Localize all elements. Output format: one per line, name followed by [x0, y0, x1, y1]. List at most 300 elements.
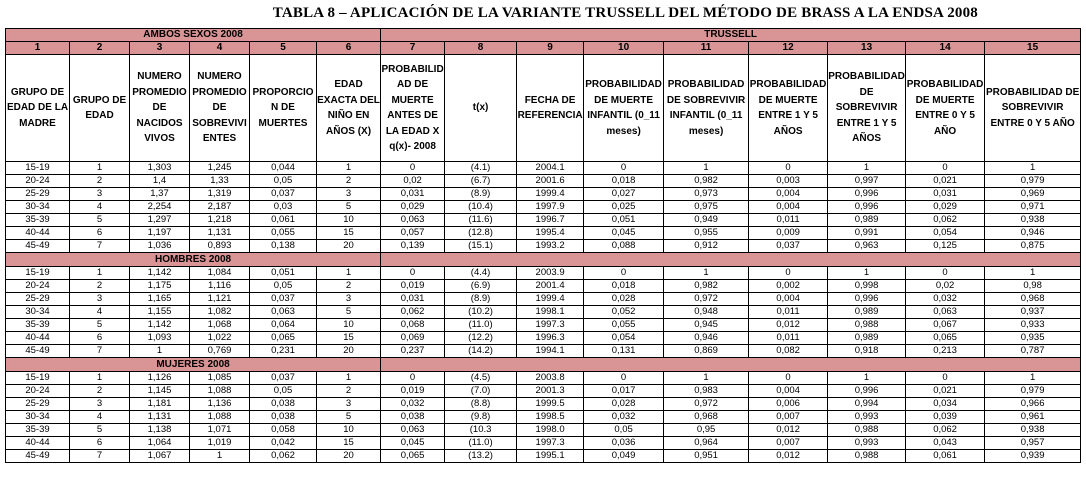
table-cell: 2,254	[130, 201, 190, 214]
table-cell: 0,988	[828, 319, 906, 332]
table-cell: 0,948	[664, 306, 749, 319]
table-cell: 0,993	[828, 437, 906, 450]
table-cell: 0,055	[584, 319, 664, 332]
table-cell: 45-49	[6, 345, 70, 358]
table-cell: 45-49	[6, 240, 70, 253]
table-cell: 5	[70, 319, 130, 332]
table-cell: 2,187	[190, 201, 250, 214]
table-cell: 0,769	[190, 345, 250, 358]
table-cell: 0,018	[584, 175, 664, 188]
table-cell: 1	[70, 372, 130, 385]
column-header: NUMERO PROMEDIO DE SOBREVIVIENTES	[190, 55, 250, 162]
table-cell: 1,4	[130, 175, 190, 188]
table-cell: 15	[317, 227, 381, 240]
table-cell: 30-34	[6, 201, 70, 214]
table-cell: 0,019	[381, 385, 445, 398]
table-cell: 0,969	[985, 188, 1081, 201]
table-cell: 45-49	[6, 450, 70, 463]
table-cell: 1,165	[130, 293, 190, 306]
table-cell: 0,004	[749, 188, 828, 201]
table-cell: 30-34	[6, 411, 70, 424]
table-cell: (15.1)	[445, 240, 517, 253]
table-cell: 1,131	[130, 411, 190, 424]
column-number: 1	[6, 42, 70, 55]
table-cell: 0,021	[906, 385, 985, 398]
table-cell: 0,02	[381, 175, 445, 188]
table-cell: 0,955	[664, 227, 749, 240]
table-cell: 0,061	[250, 214, 317, 227]
table-cell: 35-39	[6, 424, 70, 437]
table-cell: 0,082	[749, 345, 828, 358]
table-cell: 1	[985, 162, 1081, 175]
table-cell: 0,062	[381, 306, 445, 319]
table-cell: (10.3	[445, 424, 517, 437]
table-cell: 0,045	[381, 437, 445, 450]
table-cell: 1,33	[190, 175, 250, 188]
table-cell: 1,064	[130, 437, 190, 450]
table-cell: 0,037	[250, 372, 317, 385]
table-cell: 0,004	[749, 385, 828, 398]
table-cell: 20	[317, 450, 381, 463]
table-cell: 2	[70, 385, 130, 398]
table-cell: 0,062	[906, 424, 985, 437]
table-cell: 0,012	[749, 450, 828, 463]
table-cell: 0,028	[584, 398, 664, 411]
table-cell: 0,935	[985, 332, 1081, 345]
table-cell: 1997.3	[517, 319, 584, 332]
table-cell: (11.0)	[445, 319, 517, 332]
table-cell: 1,082	[190, 306, 250, 319]
table-cell: 0	[906, 267, 985, 280]
table-cell: 2	[317, 280, 381, 293]
table-cell: 0,039	[906, 411, 985, 424]
table-cell: 7	[70, 240, 130, 253]
table-cell: 0,971	[985, 201, 1081, 214]
table-cell: 0,037	[250, 188, 317, 201]
column-number: 11	[664, 42, 749, 55]
table-cell: 0,982	[664, 280, 749, 293]
table-cell: 4	[70, 201, 130, 214]
table-cell: 0,011	[749, 332, 828, 345]
table-cell: 1998.5	[517, 411, 584, 424]
table-cell: 0,067	[906, 319, 985, 332]
table-cell: 0,918	[828, 345, 906, 358]
table-cell: (11.6)	[445, 214, 517, 227]
table-cell: 0,994	[828, 398, 906, 411]
table-cell: 1,088	[190, 385, 250, 398]
table-cell: 0,051	[250, 267, 317, 280]
table-cell: 0,988	[828, 424, 906, 437]
table-cell: 0,912	[664, 240, 749, 253]
table-cell: 0,044	[250, 162, 317, 175]
table-row	[6, 398, 1081, 411]
table-cell: 0	[381, 162, 445, 175]
table-row	[6, 450, 1081, 463]
table-cell: 0,065	[381, 450, 445, 463]
table-cell: 0,002	[749, 280, 828, 293]
table-cell: 0,893	[190, 240, 250, 253]
table-cell: 1,093	[130, 332, 190, 345]
table-cell: 15	[317, 332, 381, 345]
table-cell: 1,303	[130, 162, 190, 175]
table-cell: 0,993	[828, 411, 906, 424]
section-label: HOMBRES 2008	[6, 253, 381, 267]
table-cell: 1	[985, 372, 1081, 385]
table-cell: 0,02	[906, 280, 985, 293]
table-row	[6, 227, 1081, 240]
table-cell: 15-19	[6, 267, 70, 280]
table-cell: 0,938	[985, 214, 1081, 227]
section-header-row	[6, 358, 1081, 372]
column-header: PROBABILIDAD DE SOBREVIVIR ENTRE 1 Y 5 AÑOS	[828, 55, 906, 162]
column-header: PROBABILIDAD DE MUERTE INFANTIL (0_11 meses)	[584, 55, 664, 162]
table-cell: 0	[906, 162, 985, 175]
table-cell: 40-44	[6, 437, 70, 450]
table-cell: 1996.3	[517, 332, 584, 345]
table-cell: (8.8)	[445, 398, 517, 411]
table-cell: 0,991	[828, 227, 906, 240]
table-cell: 0,006	[749, 398, 828, 411]
table-cell: 0	[381, 267, 445, 280]
table-cell: 3	[70, 398, 130, 411]
table-cell: 1,175	[130, 280, 190, 293]
table-cell: 0,063	[381, 214, 445, 227]
table-cell: 1,036	[130, 240, 190, 253]
column-number: 9	[517, 42, 584, 55]
table-cell: 0	[381, 372, 445, 385]
table-cell: 0	[584, 372, 664, 385]
table-cell: 1,145	[130, 385, 190, 398]
table-cell: 0,98	[985, 280, 1081, 293]
table-cell: 0,045	[584, 227, 664, 240]
table-cell: (4.1)	[445, 162, 517, 175]
table-cell: 0,068	[381, 319, 445, 332]
table-cell: 0,062	[250, 450, 317, 463]
table-cell: 1999.4	[517, 293, 584, 306]
table-cell: 25-29	[6, 398, 70, 411]
table-cell: 1,084	[190, 267, 250, 280]
table-cell: 0,946	[664, 332, 749, 345]
table-cell: 0,939	[985, 450, 1081, 463]
table-cell: 10	[317, 424, 381, 437]
table-cell: 0,983	[664, 385, 749, 398]
table-cell: 30-34	[6, 306, 70, 319]
table-cell: 0,937	[985, 306, 1081, 319]
table-cell: 0,213	[906, 345, 985, 358]
table-cell: 1,131	[190, 227, 250, 240]
table-cell: 2	[70, 175, 130, 188]
table-cell: 0,996	[828, 385, 906, 398]
table-cell: (9.8)	[445, 411, 517, 424]
table-cell: 0,979	[985, 175, 1081, 188]
table-cell: 7	[70, 345, 130, 358]
table-cell: 1,319	[190, 188, 250, 201]
table-cell: 0,012	[749, 424, 828, 437]
table-row	[6, 201, 1081, 214]
table-cell: 0,021	[906, 175, 985, 188]
table-cell: 0,004	[749, 293, 828, 306]
table-cell: 1997.9	[517, 201, 584, 214]
table-cell: 1,126	[130, 372, 190, 385]
table-cell: 1	[664, 372, 749, 385]
column-number: 2	[70, 42, 130, 55]
table-cell: 0,237	[381, 345, 445, 358]
table-cell: 20	[317, 345, 381, 358]
table-cell: 0,065	[906, 332, 985, 345]
table-cell: 0,063	[381, 424, 445, 437]
column-number: 15	[985, 42, 1081, 55]
table-cell: 1994.1	[517, 345, 584, 358]
table-cell: 0,058	[250, 424, 317, 437]
table-cell: 1,138	[130, 424, 190, 437]
table-cell: 0,957	[985, 437, 1081, 450]
table-cell: (8.9)	[445, 293, 517, 306]
table-body	[6, 29, 1081, 463]
table-cell: 0,007	[749, 437, 828, 450]
table-row	[6, 214, 1081, 227]
table-row	[6, 188, 1081, 201]
table-cell: (6.9)	[445, 280, 517, 293]
band-row	[6, 29, 1081, 42]
table-cell: 1,245	[190, 162, 250, 175]
table-cell: 0,938	[985, 424, 1081, 437]
table-cell: 0,037	[749, 240, 828, 253]
table-cell: 2003.8	[517, 372, 584, 385]
table-cell: 1	[317, 162, 381, 175]
table-cell: 2003.9	[517, 267, 584, 280]
table-cell: 1	[828, 162, 906, 175]
table-cell: 1,085	[190, 372, 250, 385]
column-number: 13	[828, 42, 906, 55]
table-cell: (12.2)	[445, 332, 517, 345]
table-cell: 0,05	[250, 280, 317, 293]
table-cell: 0,057	[381, 227, 445, 240]
table-cell: 0,989	[828, 306, 906, 319]
table-cell: 0,064	[250, 319, 317, 332]
table-cell: 0,032	[584, 411, 664, 424]
table-cell: (4.4)	[445, 267, 517, 280]
table-row	[6, 240, 1081, 253]
table-cell: 0,042	[250, 437, 317, 450]
table-cell: 0,996	[828, 188, 906, 201]
table-cell: 1	[130, 345, 190, 358]
column-header: PROBABILIDAD DE SOBREVIVIR INFANTIL (0_11 meses)	[664, 55, 749, 162]
column-number: 5	[250, 42, 317, 55]
table-cell: 3	[317, 293, 381, 306]
table-cell: 0,063	[250, 306, 317, 319]
column-header: EDAD EXACTA DEL NIÑO EN AÑOS (X)	[317, 55, 381, 162]
column-header: GRUPO DE EDAD	[70, 55, 130, 162]
column-header: NUMERO PROMEDIO DE NACIDOS VIVOS	[130, 55, 190, 162]
table-cell: 0,996	[828, 201, 906, 214]
table-cell: 1998.0	[517, 424, 584, 437]
table-cell: 0	[584, 162, 664, 175]
table-cell: 2001.6	[517, 175, 584, 188]
table-cell: 0	[906, 372, 985, 385]
table-cell: 0,875	[985, 240, 1081, 253]
table-cell: 0,029	[381, 201, 445, 214]
table-row	[6, 306, 1081, 319]
table-cell: (10.4)	[445, 201, 517, 214]
column-header: PROBABILIDAD DE MUERTE ENTRE 0 Y 5 AÑO	[906, 55, 985, 162]
table-cell: 0,964	[664, 437, 749, 450]
table-cell: 0,933	[985, 319, 1081, 332]
table-cell: 5	[317, 411, 381, 424]
table-cell: 0,029	[906, 201, 985, 214]
table-cell: 1,071	[190, 424, 250, 437]
table-cell: 6	[70, 227, 130, 240]
table-cell: 0,231	[250, 345, 317, 358]
table-cell: 0,139	[381, 240, 445, 253]
trussell-table	[5, 28, 1081, 463]
table-cell: 1998.1	[517, 306, 584, 319]
table-cell: 15	[317, 437, 381, 450]
table-cell: 0,975	[664, 201, 749, 214]
table-cell: 0,051	[584, 214, 664, 227]
table-cell: 6	[70, 332, 130, 345]
table-row	[6, 345, 1081, 358]
column-header: PROPORCION DE MUERTES	[250, 55, 317, 162]
table-cell: 0,945	[664, 319, 749, 332]
table-cell: 0,05	[250, 385, 317, 398]
table-row	[6, 280, 1081, 293]
table-cell: 3	[317, 398, 381, 411]
section-blank	[381, 358, 1081, 372]
table-cell: 0,031	[906, 188, 985, 201]
section-header-row	[6, 253, 1081, 267]
table-cell: 0,049	[584, 450, 664, 463]
table-cell: 1,067	[130, 450, 190, 463]
table-cell: 1	[317, 267, 381, 280]
table-row	[6, 385, 1081, 398]
table-cell: 0,963	[828, 240, 906, 253]
table-cell: 1	[664, 162, 749, 175]
table-cell: 0,037	[250, 293, 317, 306]
table-cell: 0,028	[584, 293, 664, 306]
table-cell: 3	[70, 293, 130, 306]
table-cell: 1,297	[130, 214, 190, 227]
table-cell: 1995.1	[517, 450, 584, 463]
table-row	[6, 162, 1081, 175]
table-cell: 0,949	[664, 214, 749, 227]
table-cell: 1,142	[130, 319, 190, 332]
table-cell: (12.8)	[445, 227, 517, 240]
table-cell: 1	[70, 162, 130, 175]
column-header: t(x)	[445, 55, 517, 162]
table-row	[6, 424, 1081, 437]
column-header: PROBABILIDAD DE SOBREVIVIR ENTRE 0 Y 5 AÑO	[985, 55, 1081, 162]
column-number: 12	[749, 42, 828, 55]
column-number-row	[6, 42, 1081, 55]
column-header: GRUPO DE EDAD DE LA MADRE	[6, 55, 70, 162]
table-cell: 0,054	[906, 227, 985, 240]
table-cell: 35-39	[6, 214, 70, 227]
table-cell: 1	[828, 372, 906, 385]
table-cell: 1	[190, 450, 250, 463]
table-cell: 1,088	[190, 411, 250, 424]
table-cell: 0,061	[906, 450, 985, 463]
table-cell: 0,088	[584, 240, 664, 253]
table-cell: 0,032	[906, 293, 985, 306]
table-cell: 0,972	[664, 293, 749, 306]
column-header: PROBABILIDAD DE MUERTE ANTES DE LA EDAD X q(x)- 2008	[381, 55, 445, 162]
table-cell: 0,065	[250, 332, 317, 345]
table-cell: 0,069	[381, 332, 445, 345]
table-cell: 1995.4	[517, 227, 584, 240]
table-cell: 0,972	[664, 398, 749, 411]
table-cell: 0,869	[664, 345, 749, 358]
table-cell: (11.0)	[445, 437, 517, 450]
table-cell: 7	[70, 450, 130, 463]
table-cell: 20-24	[6, 280, 70, 293]
table-cell: 3	[317, 188, 381, 201]
table-cell: 0	[749, 162, 828, 175]
table-cell: 0,138	[250, 240, 317, 253]
column-number: 8	[445, 42, 517, 55]
table-cell: 0,125	[906, 240, 985, 253]
table-cell: 0,989	[828, 332, 906, 345]
table-cell: 0,062	[906, 214, 985, 227]
table-cell: 0,032	[381, 398, 445, 411]
table-cell: 1,019	[190, 437, 250, 450]
table-row	[6, 267, 1081, 280]
table-cell: 0,998	[828, 280, 906, 293]
table-cell: 0	[749, 372, 828, 385]
table-cell: 1	[70, 267, 130, 280]
table-cell: 1996.7	[517, 214, 584, 227]
table-cell: 0,038	[250, 411, 317, 424]
table-cell: 2	[317, 385, 381, 398]
table-cell: 2	[317, 175, 381, 188]
table-cell: 15-19	[6, 162, 70, 175]
table-cell: 1,155	[130, 306, 190, 319]
table-cell: 1,218	[190, 214, 250, 227]
table-cell: 0,031	[381, 293, 445, 306]
table-cell: 4	[70, 306, 130, 319]
table-cell: (14.2)	[445, 345, 517, 358]
table-cell: 5	[317, 306, 381, 319]
table-cell: 0,968	[664, 411, 749, 424]
table-cell: 1,116	[190, 280, 250, 293]
column-number: 4	[190, 42, 250, 55]
table-cell: 0,966	[985, 398, 1081, 411]
column-header: PROBABILIDAD DE MUERTE ENTRE 1 Y 5 AÑOS	[749, 55, 828, 162]
table-cell: 2001.4	[517, 280, 584, 293]
column-number: 3	[130, 42, 190, 55]
table-cell: 0,055	[250, 227, 317, 240]
table-cell: 0,012	[749, 319, 828, 332]
table-cell: 0,989	[828, 214, 906, 227]
table-cell: (13.2)	[445, 450, 517, 463]
column-header-row	[6, 55, 1081, 162]
table-cell: 3	[70, 188, 130, 201]
column-number: 6	[317, 42, 381, 55]
table-cell: 1997.3	[517, 437, 584, 450]
table-cell: 1,142	[130, 267, 190, 280]
table-cell: 1	[317, 372, 381, 385]
table-cell: 0,003	[749, 175, 828, 188]
column-number: 7	[381, 42, 445, 55]
table-cell: 2001.3	[517, 385, 584, 398]
table-row	[6, 293, 1081, 306]
table-cell: 1,136	[190, 398, 250, 411]
table-cell: 0,063	[906, 306, 985, 319]
table-cell: 0,036	[584, 437, 664, 450]
table-cell: 2004.1	[517, 162, 584, 175]
table-title: TABLA 8 – APLICACIÓN DE LA VARIANTE TRUSSELL DEL MÉTODO DE BRASS A LA ENDSA 2008	[272, 5, 978, 21]
table-cell: 1,197	[130, 227, 190, 240]
table-cell: 20-24	[6, 385, 70, 398]
